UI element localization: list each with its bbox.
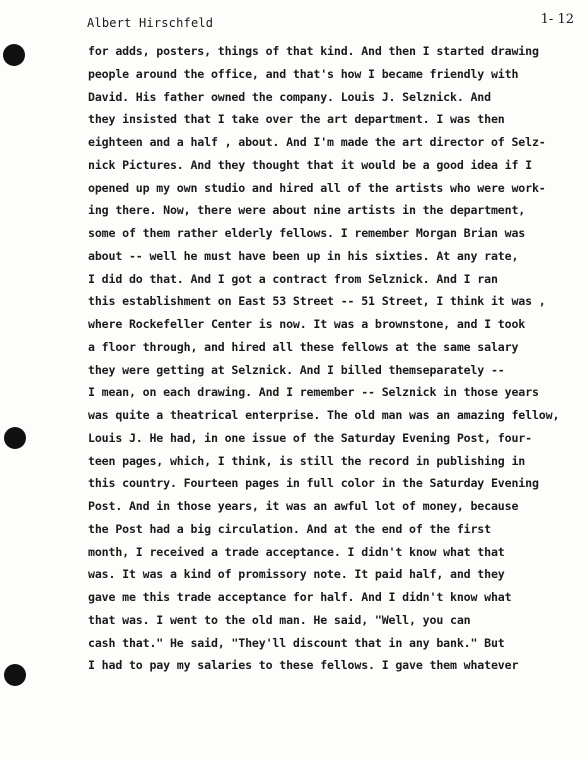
text-line: people around the office, and that's how I became friendly with — [88, 66, 519, 81]
text-line: was. It was a kind of promissory note. It paid half, and they — [88, 567, 505, 582]
text-line: Post. And in those years, it was an awful lot of money, because — [88, 499, 519, 513]
text-line: opened up my own studio and hired all of the artists who were work- — [88, 180, 546, 195]
punch-hole — [3, 44, 25, 66]
text-line: ing there. Now, there were about nine artists in the department, — [88, 203, 526, 218]
text-line: this establishment on East 53 Street -- 51 Street, I think it was , — [88, 294, 546, 309]
punch-hole — [4, 427, 26, 449]
text-line: cash that." He said, "They'll discount that in any bank." But — [88, 635, 505, 650]
text-line: gave me this trade acceptance for half. And I didn't know what — [88, 590, 512, 604]
text-line: this country. Fourteen pages in full color in the Saturday Evening — [88, 476, 539, 491]
text-line: eighteen and a half , about. And I'm made the art director of Selz- — [88, 135, 546, 149]
transcript-body — [88, 40, 583, 677]
text-line: about -- well he must have been up in his sixties. At any rate, — [88, 248, 519, 263]
text-line: where Rockefeller Center is now. It was a brownstone, and I took — [88, 317, 526, 331]
text-line: they were getting at Selznick. And I billed themseparately -- — [88, 362, 505, 377]
text-line: was quite a theatrical enterprise. The old man was an amazing fellow, — [88, 408, 560, 422]
text-line: I mean, on each drawing. And I remember -- Selznick in those years — [88, 385, 539, 400]
text-line: for adds, posters, things of that kind. And then I started drawing — [88, 44, 539, 58]
text-line: the Post had a big circulation. And at the end of the first — [88, 521, 491, 536]
text-line: they insisted that I take over the art department. I was then — [88, 112, 505, 127]
text-line: that was. I went to the old man. He said, "Well, you can — [88, 612, 471, 627]
text-line: nick Pictures. And they thought that it would be a good idea if I — [88, 157, 532, 172]
text-line: I had to pay my salaries to these fellows. I gave them whatever — [88, 658, 519, 673]
text-line: David. His father owned the company. Louis J. Selznick. And — [88, 89, 491, 104]
interviewee-name: Albert Hirschfeld — [87, 16, 214, 30]
text-line: teen pages, which, I think, is still the record in publishing in — [88, 453, 526, 468]
text-line: some of them rather elderly fellows. I remember Morgan Brian was — [88, 226, 526, 240]
text-line: month, I received a trade acceptance. I didn't know what that — [88, 544, 505, 559]
page-number: 1- 12 — [540, 12, 574, 27]
text-line: Louis J. He had, in one issue of the Saturday Evening Post, four- — [88, 430, 532, 445]
text-line: a floor through, and hired all these fellows at the same salary — [88, 339, 519, 354]
text-line: I did do that. And I got a contract from Selznick. And I ran — [88, 271, 498, 286]
punch-hole — [4, 664, 26, 686]
